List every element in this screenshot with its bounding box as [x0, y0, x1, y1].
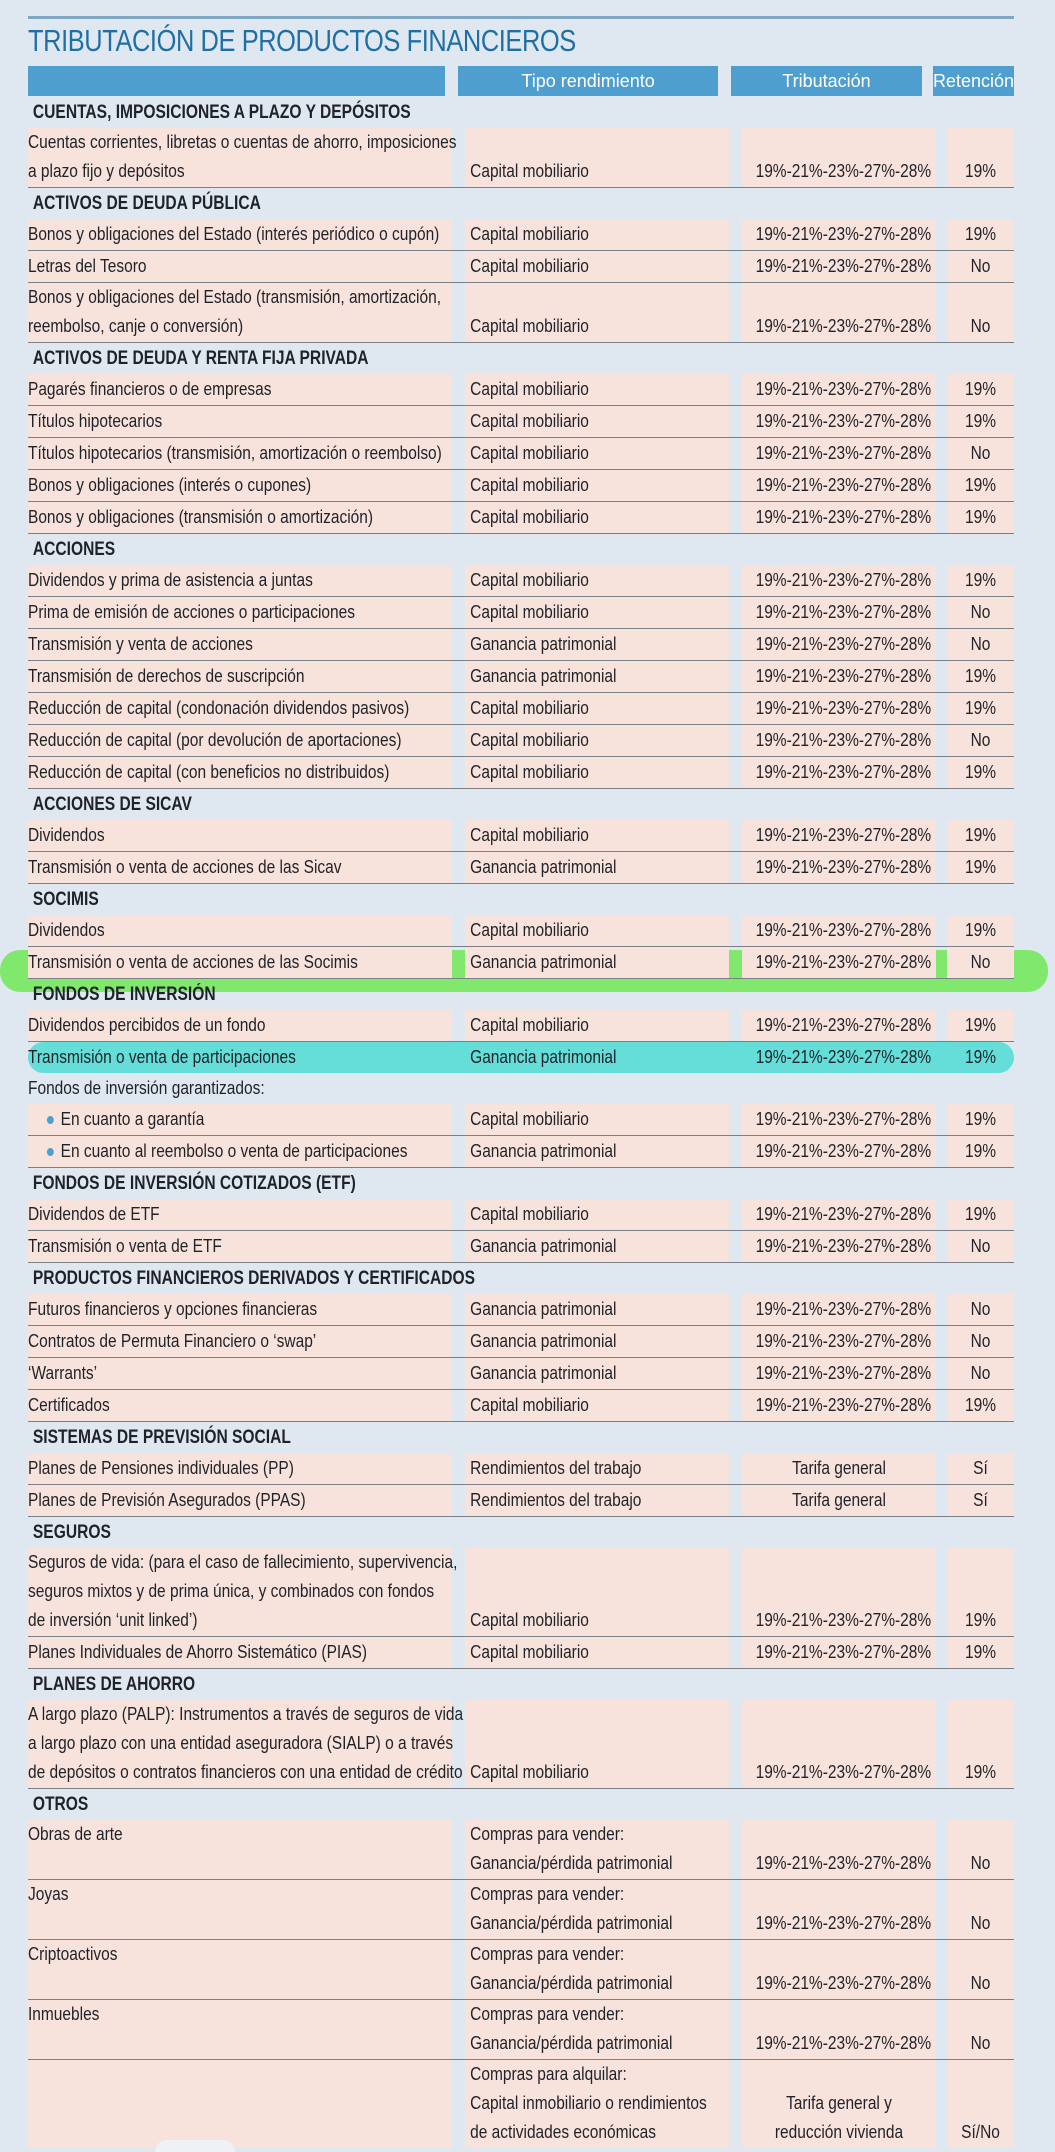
row-trib: 19%-21%-23%-27%-28% — [755, 411, 932, 431]
row-ret: 19% — [965, 379, 996, 399]
table-row — [28, 1199, 1014, 1231]
row-tipo: Ganancia patrimonial — [470, 1141, 617, 1161]
row-tipo: Ganancia patrimonial — [470, 1331, 617, 1351]
table-row — [28, 629, 1014, 661]
row-trib: 19%-21%-23%-27%-28% — [755, 1015, 932, 1035]
row-ret: No — [970, 602, 991, 622]
row-ret: No — [970, 1331, 991, 1351]
row-tipo-line: Compras para vender: — [470, 1824, 625, 1844]
row-trib: Tarifa general — [792, 1458, 886, 1478]
row-desc-line: reembolso, canje o conversión) — [28, 316, 244, 336]
table-row — [28, 1136, 1014, 1168]
table-row — [28, 251, 1014, 283]
row-desc: Letras del Tesoro — [28, 256, 147, 276]
row-desc: Inmuebles — [28, 2004, 100, 2024]
row-desc-line: de depósitos o contratos financieros con una entidad de crédito — [28, 1762, 463, 1782]
table-row — [28, 852, 1014, 884]
row-ret: 19% — [965, 411, 996, 431]
row-ret: 19% — [965, 666, 996, 686]
header-blank — [28, 66, 445, 96]
section-title: ACTIVOS DE DEUDA PÚBLICA — [28, 188, 837, 219]
table-row — [28, 565, 1014, 597]
table-row — [28, 1453, 1014, 1485]
table-row — [28, 1485, 1014, 1517]
row-ret: 19% — [965, 1204, 996, 1224]
row-trib: 19%-21%-23%-27%-28% — [755, 1363, 932, 1383]
row-ret: No — [970, 952, 991, 972]
bullet-icon — [47, 1148, 54, 1156]
table-row — [28, 438, 1014, 470]
table-row — [28, 1548, 1014, 1637]
row-trib: 19%-21%-23%-27%-28% — [755, 1853, 932, 1873]
row-desc-line: Cuentas corrientes, libretas o cuentas de ahorro, imposiciones — [28, 132, 457, 152]
tax-table-sheet — [28, 16, 1014, 2148]
table-row-highlighted — [28, 1042, 1014, 1073]
row-trib: 19%-21%-23%-27%-28% — [755, 2033, 932, 2053]
section-title: FONDOS DE INVERSIÓN COTIZADOS (ETF) — [28, 1168, 837, 1199]
row-tipo-line: Compras para vender: — [470, 2004, 625, 2024]
row-desc: Dividendos y prima de asistencia a juntas — [28, 570, 313, 590]
row-desc: ‘Warrants’ — [28, 1363, 98, 1383]
row-trib: 19%-21%-23%-27%-28% — [755, 920, 932, 940]
row-trib: 19%-21%-23%-27%-28% — [755, 224, 932, 244]
row-tipo-line: Ganancia/pérdida patrimonial — [470, 2033, 673, 2053]
table-row — [28, 757, 1014, 789]
row-desc: Obras de arte — [28, 1824, 123, 1844]
row-ret: No — [970, 1913, 991, 1933]
row-ret: No — [970, 316, 991, 336]
row-desc: Planes Individuales de Ahorro Sistemático (PIAS) — [28, 1642, 368, 1662]
row-trib: 19%-21%-23%-27%-28% — [755, 1331, 932, 1351]
row-desc-line: seguros mixtos y de prima única, y combinados con fondos — [28, 1581, 435, 1601]
row-desc: Transmisión o venta de participaciones — [28, 1047, 296, 1067]
row-ret: No — [970, 256, 991, 276]
row-tipo: Capital mobiliario — [470, 161, 589, 181]
section-title: ACTIVOS DE DEUDA Y RENTA FIJA PRIVADA — [28, 343, 837, 374]
row-ret: No — [970, 1363, 991, 1383]
table-row — [28, 283, 1014, 343]
table-row — [28, 502, 1014, 534]
section-title: CUENTAS, IMPOSICIONES A PLAZO Y DEPÓSITOS — [28, 97, 837, 128]
row-ret: No — [970, 443, 991, 463]
row-ret: 19% — [965, 1047, 996, 1067]
row-trib-line: Tarifa general y — [786, 2093, 892, 2113]
row-trib: 19%-21%-23%-27%-28% — [755, 161, 932, 181]
row-desc: Títulos hipotecarios (transmisión, amortización o reembolso) — [28, 443, 442, 463]
row-tipo: Capital mobiliario — [470, 825, 589, 845]
row-trib: 19%-21%-23%-27%-28% — [755, 762, 932, 782]
row-tipo: Capital mobiliario — [470, 730, 589, 750]
table-row — [28, 1104, 1014, 1136]
row-trib: 19%-21%-23%-27%-28% — [755, 1204, 932, 1224]
row-tipo: Ganancia patrimonial — [470, 857, 617, 877]
row-tipo: Capital mobiliario — [470, 224, 589, 244]
table-header — [28, 65, 1014, 97]
row-desc-line: a plazo fijo y depósitos — [28, 161, 185, 181]
row-tipo: Capital mobiliario — [470, 570, 589, 590]
row-trib: 19%-21%-23%-27%-28% — [755, 1610, 932, 1630]
section-title: SISTEMAS DE PREVISIÓN SOCIAL — [28, 1422, 837, 1453]
row-tipo: Capital mobiliario — [470, 1109, 589, 1129]
table-row — [28, 1637, 1014, 1669]
row-ret: Sí — [973, 1458, 988, 1478]
row-tipo-line: Compras para vender: — [470, 1944, 625, 1964]
row-ret: No — [970, 1236, 991, 1256]
section-title: FONDOS DE INVERSIÓN — [32, 984, 216, 1005]
row-desc: Transmisión o venta de ETF — [28, 1236, 222, 1256]
row-tipo: Rendimientos del trabajo — [470, 1458, 642, 1478]
row-desc: Futuros financieros y opciones financieras — [28, 1299, 318, 1319]
row-tipo: Ganancia patrimonial — [470, 666, 617, 686]
row-tipo: Rendimientos del trabajo — [470, 1490, 642, 1510]
row-ret: 19% — [965, 698, 996, 718]
row-trib: 19%-21%-23%-27%-28% — [755, 1913, 932, 1933]
row-trib: 19%-21%-23%-27%-28% — [755, 570, 932, 590]
row-tipo-line: Compras para vender: — [470, 1884, 625, 1904]
section-title: OTROS — [28, 1789, 837, 1820]
section-title: PRODUCTOS FINANCIEROS DERIVADOS Y CERTIFICADOS — [28, 1263, 837, 1294]
row-ret: No — [970, 730, 991, 750]
page-title: TRIBUTACIÓN DE PRODUCTOS FINANCIEROS — [28, 23, 576, 58]
top-rule — [28, 16, 1014, 19]
row-desc: Contratos de Permuta Financiero o ‘swap’ — [28, 1331, 317, 1351]
row-ret: 19% — [965, 1610, 996, 1630]
row-tipo: Capital mobiliario — [470, 411, 589, 431]
table-row — [28, 1231, 1014, 1263]
section-title: ACCIONES DE SICAV — [28, 789, 837, 820]
table-row — [28, 128, 1014, 188]
row-trib: 19%-21%-23%-27%-28% — [755, 256, 932, 276]
row-trib: 19%-21%-23%-27%-28% — [755, 475, 932, 495]
table-row — [28, 597, 1014, 629]
row-ret: No — [970, 1973, 991, 1993]
row-tipo: Capital mobiliario — [470, 698, 589, 718]
row-ret: Sí/No — [961, 2122, 1000, 2142]
row-tipo: Capital mobiliario — [470, 256, 589, 276]
row-desc: En cuanto a garantía — [60, 1109, 205, 1129]
row-trib: 19%-21%-23%-27%-28% — [755, 1236, 932, 1256]
table-row — [28, 725, 1014, 757]
row-trib: 19%-21%-23%-27%-28% — [755, 1642, 932, 1662]
table-row — [28, 1700, 1014, 1789]
footer-shape — [155, 2140, 235, 2152]
section-title: ACCIONES — [28, 534, 837, 565]
table-row — [28, 406, 1014, 438]
row-desc-line: Seguros de vida: (para el caso de fallecimiento, supervivencia, — [28, 1552, 458, 1572]
row-trib: 19%-21%-23%-27%-28% — [755, 857, 932, 877]
row-tipo: Ganancia patrimonial — [470, 634, 617, 654]
row-desc-line: a largo plazo con una entidad aseguradora (SIALP) o a través — [28, 1733, 454, 1753]
row-tipo: Ganancia patrimonial — [470, 1363, 617, 1383]
row-ret: 19% — [965, 507, 996, 527]
row-trib: 19%-21%-23%-27%-28% — [755, 1047, 932, 1067]
table-row — [28, 915, 1014, 947]
row-desc: Criptoactivos — [28, 1944, 118, 1964]
row-desc: Bonos y obligaciones (interés o cupones) — [28, 475, 312, 495]
row-tipo-line: Compras para alquilar: — [470, 2064, 627, 2084]
row-tipo: Capital mobiliario — [470, 1395, 589, 1415]
table-row — [28, 1010, 1014, 1042]
row-tipo-line: Ganancia/pérdida patrimonial — [470, 1853, 673, 1873]
row-trib-line: reducción vivienda — [774, 2122, 904, 2142]
row-desc: Planes de Pensiones individuales (PP) — [28, 1458, 294, 1478]
row-trib: 19%-21%-23%-27%-28% — [755, 730, 932, 750]
row-ret: 19% — [965, 224, 996, 244]
section-title: SEGUROS — [28, 1517, 837, 1548]
table-row — [28, 470, 1014, 502]
row-trib: 19%-21%-23%-27%-28% — [755, 316, 932, 336]
table-row — [28, 693, 1014, 725]
row-ret: Sí — [973, 1490, 988, 1510]
row-ret: No — [970, 634, 991, 654]
table-row — [28, 1820, 1014, 1880]
table-row — [28, 1880, 1014, 1940]
row-trib: 19%-21%-23%-27%-28% — [755, 698, 932, 718]
table-row — [28, 2000, 1014, 2060]
row-tipo: Ganancia patrimonial — [470, 1047, 617, 1067]
row-ret: 19% — [965, 1762, 996, 1782]
row-desc: Certificados — [28, 1395, 110, 1415]
row-desc: Transmisión de derechos de suscripción — [28, 666, 305, 686]
section-title: SOCIMIS — [28, 884, 837, 915]
row-desc-line: de inversión ‘unit linked’) — [28, 1610, 198, 1630]
row-tipo: Capital mobiliario — [470, 507, 589, 527]
row-ret: No — [970, 2033, 991, 2053]
row-desc: Fondos de inversión garantizados: — [28, 1078, 265, 1098]
row-ret: 19% — [965, 475, 996, 495]
row-tipo: Capital mobiliario — [470, 762, 589, 782]
row-desc: Pagarés financieros o de empresas — [28, 379, 272, 399]
row-desc-line: Bonos y obligaciones del Estado (transmisión, amortización, — [28, 287, 442, 307]
row-tipo: Capital mobiliario — [470, 379, 589, 399]
row-trib: 19%-21%-23%-27%-28% — [755, 1109, 932, 1129]
row-desc: Dividendos — [28, 920, 105, 940]
row-trib: 19%-21%-23%-27%-28% — [755, 666, 932, 686]
bullet-icon — [47, 1116, 54, 1124]
row-trib: 19%-21%-23%-27%-28% — [755, 1973, 932, 1993]
row-desc: Transmisión o venta de acciones de las Socimis — [28, 952, 358, 972]
row-tipo: Capital mobiliario — [470, 1762, 589, 1782]
row-tipo: Ganancia patrimonial — [470, 1236, 617, 1256]
row-trib: 19%-21%-23%-27%-28% — [755, 379, 932, 399]
row-ret: 19% — [965, 1395, 996, 1415]
row-tipo: Capital mobiliario — [470, 1610, 589, 1630]
row-tipo: Capital mobiliario — [470, 1015, 589, 1035]
row-desc: Dividendos — [28, 825, 105, 845]
row-desc: En cuanto al reembolso o venta de participaciones — [60, 1141, 408, 1161]
row-trib: 19%-21%-23%-27%-28% — [755, 1395, 932, 1415]
row-tipo: Ganancia patrimonial — [470, 1299, 617, 1319]
row-desc: Dividendos percibidos de un fondo — [28, 1015, 266, 1035]
row-ret: No — [970, 1299, 991, 1319]
table-row — [28, 947, 1014, 979]
row-tipo: Capital mobiliario — [470, 316, 589, 336]
row-desc: Transmisión y venta de acciones — [28, 634, 253, 654]
header-tributacion: Tributación — [731, 66, 922, 96]
row-desc: Planes de Previsión Asegurados (PPAS) — [28, 1490, 306, 1510]
row-trib: 19%-21%-23%-27%-28% — [755, 634, 932, 654]
table-row — [28, 219, 1014, 251]
section-title: PLANES DE AHORRO — [28, 1669, 837, 1700]
row-ret: 19% — [965, 920, 996, 940]
header-tipo: Tipo rendimiento — [458, 66, 718, 96]
row-trib: 19%-21%-23%-27%-28% — [755, 1141, 932, 1161]
table-row — [28, 661, 1014, 693]
row-desc: Bonos y obligaciones (transmisión o amortización) — [28, 507, 374, 527]
row-desc-line: A largo plazo (PALP): Instrumentos a través de seguros de vida — [28, 1704, 464, 1724]
row-desc: Reducción de capital (por devolución de aportaciones) — [28, 730, 402, 750]
row-tipo: Ganancia patrimonial — [470, 952, 617, 972]
row-ret: 19% — [965, 1109, 996, 1129]
table-row — [28, 1326, 1014, 1358]
row-desc: Transmisión o venta de acciones de las Sicav — [28, 857, 342, 877]
table-row — [28, 1390, 1014, 1422]
row-ret: 19% — [965, 1141, 996, 1161]
row-tipo: Capital mobiliario — [470, 1642, 589, 1662]
row-desc: Bonos y obligaciones del Estado (interés periódico o cupón) — [28, 224, 440, 244]
row-ret: 19% — [965, 762, 996, 782]
table-row — [28, 1358, 1014, 1390]
row-desc: Reducción de capital (con beneficios no distribuidos) — [28, 762, 390, 782]
row-trib: Tarifa general — [792, 1490, 886, 1510]
table-row — [28, 820, 1014, 852]
row-tipo: Capital mobiliario — [470, 475, 589, 495]
table-row — [28, 1294, 1014, 1326]
row-trib: 19%-21%-23%-27%-28% — [755, 602, 932, 622]
row-ret: 19% — [965, 1642, 996, 1662]
row-ret: 19% — [965, 857, 996, 877]
row-desc: Reducción de capital (condonación dividendos pasivos) — [28, 698, 410, 718]
row-trib: 19%-21%-23%-27%-28% — [755, 952, 932, 972]
row-desc: Prima de emisión de acciones o participaciones — [28, 602, 355, 622]
row-desc: Títulos hipotecarios — [28, 411, 163, 431]
row-tipo-line: Ganancia/pérdida patrimonial — [470, 1913, 673, 1933]
row-tipo-line: de actividades económicas — [470, 2122, 657, 2142]
row-ret: 19% — [965, 570, 996, 590]
row-trib: 19%-21%-23%-27%-28% — [755, 825, 932, 845]
table-row — [28, 1940, 1014, 2000]
row-trib: 19%-21%-23%-27%-28% — [755, 443, 932, 463]
header-retencion: Retención — [933, 66, 1014, 96]
table-row — [28, 374, 1014, 406]
row-tipo: Capital mobiliario — [470, 443, 589, 463]
row-tipo: Capital mobiliario — [470, 602, 589, 622]
row-ret: No — [970, 1853, 991, 1873]
row-tipo-line: Ganancia/pérdida patrimonial — [470, 1973, 673, 1993]
row-ret: 19% — [965, 825, 996, 845]
row-tipo-line: Capital inmobiliario o rendimientos — [470, 2093, 707, 2113]
row-tipo: Capital mobiliario — [470, 1204, 589, 1224]
table-row — [28, 2060, 1014, 2148]
row-ret: 19% — [965, 1015, 996, 1035]
row-desc: Dividendos de ETF — [28, 1204, 160, 1224]
row-trib: 19%-21%-23%-27%-28% — [755, 507, 932, 527]
row-trib: 19%-21%-23%-27%-28% — [755, 1299, 932, 1319]
table-row — [28, 1073, 1014, 1104]
row-tipo: Capital mobiliario — [470, 920, 589, 940]
row-trib: 19%-21%-23%-27%-28% — [755, 1762, 932, 1782]
row-desc: Joyas — [28, 1884, 69, 1904]
row-ret: 19% — [965, 161, 996, 181]
